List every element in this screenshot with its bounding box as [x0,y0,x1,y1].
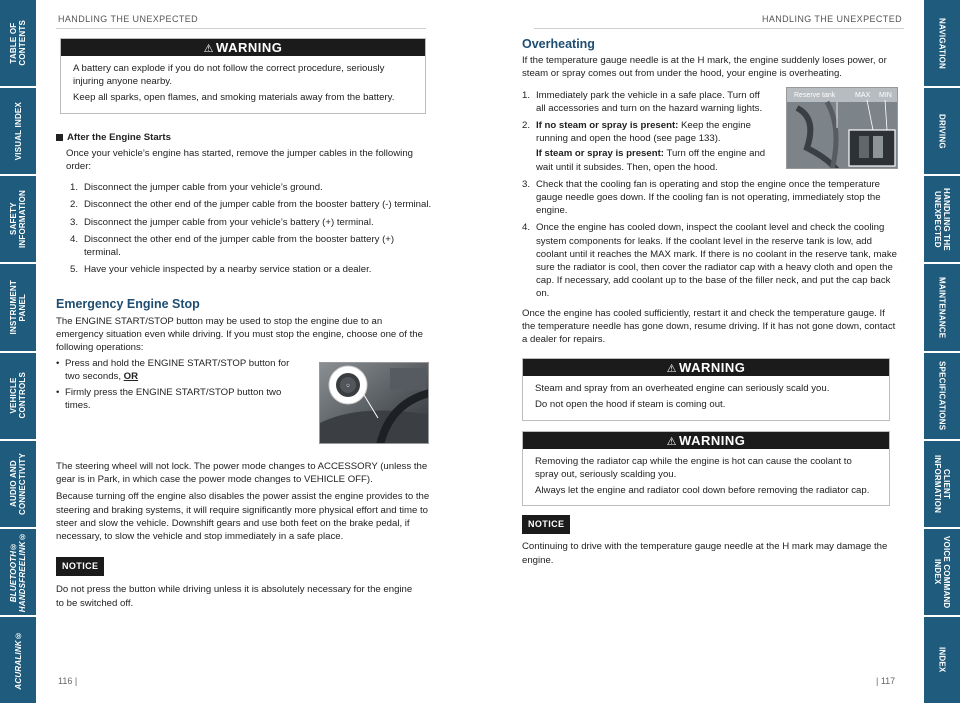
list-item: 3. Disconnect the jumper cable from your vehicle’s battery (+) terminal. [70,216,374,228]
notice-label: NOTICE [522,515,570,534]
svg-text:⏻: ⏻ [346,383,350,389]
left-page-number: 116 | [58,676,78,686]
right-header-rule [534,28,904,29]
list-item: 4. Disconnect the other end of the jumper cable from the booster battery (+) terminal. [70,233,395,259]
square-bullet-icon [56,134,63,141]
right-notice [522,515,898,567]
overheating-intro: If the temperature gauge needle is at the H mark, the engine suddenly loses power, or steam or spray comes out from under the hood, your engine is overheating. [522,55,887,80]
right-section-tabs [924,0,960,703]
left-header-rule [56,28,426,29]
after-engine-starts-section [56,131,432,277]
notice-label: NOTICE [56,557,104,576]
list-item: 3. Check that the cooling fan is operating and stop the engine once the temperature gauge needle goes down. If the cooling fan is not operating, immediately stop the engine. [522,178,881,217]
left-section-tabs [0,0,36,703]
warning-triangle-icon: ⚠ [203,43,215,55]
list-item: 5. Have your vehicle inspected by a nearby service station or a dealer. [70,264,372,276]
left-running-header: HANDLING THE UNEXPECTED [58,14,199,24]
list-item: 2. If no steam or spray is present: Keep the engine running and open the hood (see page 133). [522,120,751,145]
emergency-stop-section [56,298,432,543]
warning-triangle-icon: ⚠ [666,363,678,376]
tab-navigation[interactable]: NAVIGATION [924,0,960,86]
list-item: 2. Disconnect the other end of the jumper cable from the booster battery (-) terminal. [70,199,432,211]
tab-index[interactable]: INDEX [924,617,960,703]
warning-text: Removing the radiator cap while the engine is hot can cause the coolant to spray out, seriously scalding you. [535,455,852,480]
tab-maintenance[interactable]: MAINTENANCE [924,264,960,350]
warning-header: ⚠ WARNING [523,432,889,449]
tab-bluetooth-handsfreelink[interactable]: BLUETOOTH® HANDSFREELINK® [0,529,36,615]
emergency-options [56,357,292,412]
reserve-tank-label: Reserve tank [794,91,836,99]
steam-warning-box [522,358,890,420]
warning-header: ⚠ WARNING [523,359,889,376]
list-item: 4. Once the engine has cooled down, inspect the coolant level and check the cooling system components for leaks. If the coolant level in the reserve tank is low, add coolant until it reaches the MAX mark. If there is no coolant in the reserve tank, make sure the radiator is cool, then cover the radiator cap with a heavy cloth and open the cap. If necessary, add coolant up to the base of the filler neck, and put the cap back on. [522,222,898,300]
radiator-cap-warning-box [522,431,890,507]
list-item: • Firmly press the ENGINE START/STOP button two times. [56,386,282,411]
warning-text: Steam and spray from an overheated engine can seriously scald you. [535,383,830,395]
notice-text: Do not press the button while driving unless it is absolutely necessary for the engine to be switched off. [56,584,413,609]
list-item: 1. Disconnect the jumper cable from your vehicle’s ground. [70,182,323,194]
warning-header: ⚠ WARNING [61,39,425,56]
warning-body [61,56,425,113]
left-page [56,38,432,610]
tab-visual-index[interactable]: VISUAL INDEX [0,88,36,174]
tab-vehicle-controls[interactable]: VEHICLE CONTROLS [0,353,36,439]
right-page [522,38,898,567]
notice-text: Continuing to drive with the temperature gauge needle at the H mark may damage the engine. [522,541,888,566]
warning-text: A battery can explode if you do not follow the correct procedure, seriously injuring anyone nearby. [73,63,385,88]
tab-instrument-panel[interactable]: INSTRUMENT PANEL [0,264,36,350]
warning-text: Always let the engine and radiator cool down before removing the radiator cap. [535,485,870,497]
warning-text: Do not open the hood if steam is coming out. [535,399,726,411]
dashboard-illustration [320,363,429,444]
list-item: 1. Immediately park the vehicle in a safe place. Turn off all accessories and turn on the hazard warning lights. [522,89,763,114]
overheating-outro: Once the engine has cooled sufficiently, restart it and check the temperature gauge. If the temperature needle has gone down, resume driving. If it has not gone down, contact a dealer for repairs. [522,307,896,346]
emergency-intro: The ENGINE START/STOP button may be used to stop the engine due to an emergency situation even while driving. If you must stop the engine, choose one of the following operations: [56,315,423,354]
tab-specifications[interactable]: SPECIFICATIONS [924,353,960,439]
overheating-title: Overheating [522,37,595,51]
left-notice [56,557,432,610]
emergency-para-1: The steering wheel will not lock. The power mode changes to ACCESSORY (unless the gear is in Park, in which case the power mode changes to VEHICLE OFF). [56,461,428,486]
min-label: MIN [879,91,892,99]
after-start-steps [66,181,432,276]
warning-body [523,449,889,506]
warning-text: Keep all sparks, open flames, and smoking materials away from the battery. [73,92,395,104]
max-label: MAX [855,91,871,99]
tab-table-of-contents[interactable]: TABLE OF CONTENTS [0,0,36,86]
warning-body [523,376,889,419]
tab-audio-and-connectivity[interactable]: AUDIO AND CONNECTIVITY [0,441,36,527]
tab-handling-the-unexpected[interactable]: HANDLING THE UNEXPECTED [924,176,960,262]
list-item: If steam or spray is present: Turn off the engine and wait until it subsides. Then, open the hood. [536,148,766,173]
emergency-para-2: Because turning off the engine also disables the power assist the engine provides to the steering and braking systems, it will require significantly more physical effort and time to steer and slow the vehicle. Downshift gears and use both feet on the brake pedal, if necessary, to slow the vehicle and stop immediately in a safe place. [56,491,430,543]
warning-triangle-icon: ⚠ [666,435,678,448]
list-item: • Press and hold the ENGINE START/STOP button for two seconds, OR [56,358,290,383]
right-running-header: HANDLING THE UNEXPECTED [761,14,902,24]
tab-voice-command-index[interactable]: VOICE COMMAND INDEX [924,529,960,615]
right-page-number: | 117 [876,676,896,686]
after-start-intro: Once your vehicle’s engine has started, remove the jumper cables in the following order: [66,147,413,173]
tab-safety-information[interactable]: SAFETY INFORMATION [0,176,36,262]
tab-client-information[interactable]: CLIENT INFORMATION [924,441,960,527]
engine-start-stop-button-photo [319,362,429,444]
after-engine-starts-heading: After the Engine Starts [56,131,432,144]
tab-acuralink[interactable]: ACURALINK® [0,617,36,703]
tab-driving[interactable]: DRIVING [924,88,960,174]
reserve-tank-photo [786,87,898,169]
battery-warning-box [60,38,426,114]
emergency-stop-title: Emergency Engine Stop [56,297,200,312]
